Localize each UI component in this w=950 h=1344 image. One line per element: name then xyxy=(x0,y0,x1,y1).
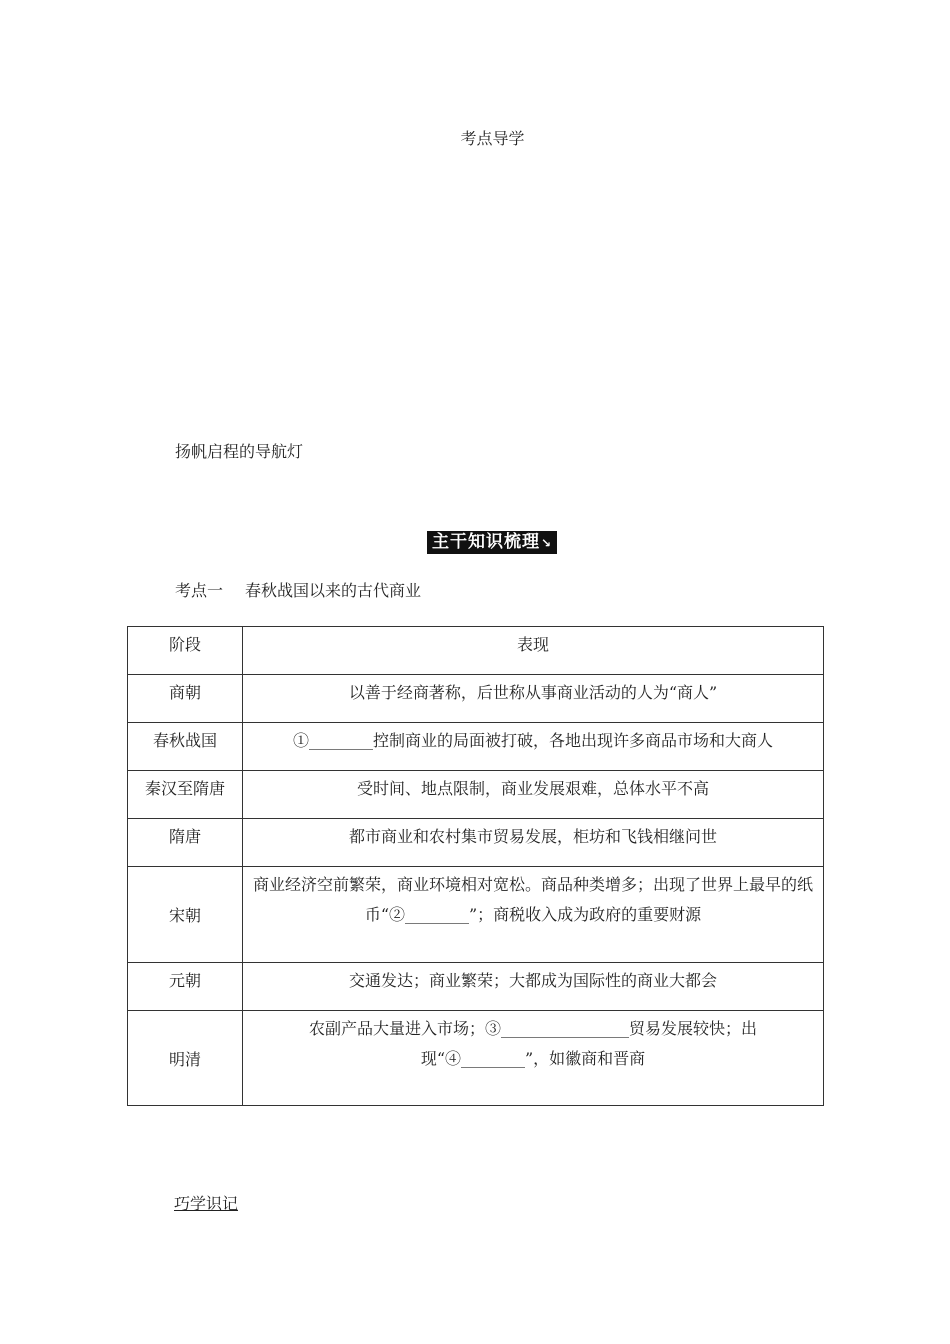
header-performance: 表现 xyxy=(243,627,824,675)
knowledge-table xyxy=(127,626,824,1106)
section-banner xyxy=(427,531,557,554)
row-stage: 宋朝 xyxy=(128,867,243,963)
row-stage: 元朝 xyxy=(128,963,243,1011)
table-row xyxy=(128,1011,824,1106)
row-text: 受时间、地点限制，商业发展艰难，总体水平不高 xyxy=(243,771,824,819)
banner-label: 主干知识梳理 xyxy=(432,532,540,552)
row-text: 交通发达；商业繁荣；大都成为国际性的商业大都会 xyxy=(243,963,824,1011)
row-stage: 商朝 xyxy=(128,675,243,723)
table-row xyxy=(128,867,824,963)
row-text: 农副产品大量进入市场；③________________贸易发展较快；出现“④________”，如徽商和晋商 xyxy=(243,1011,824,1106)
table-row xyxy=(128,675,824,723)
row-text: 以善于经商著称，后世称从事商业活动的人为“商人” xyxy=(243,675,824,723)
page-subtitle: 扬帆启程的导航灯 xyxy=(175,442,304,461)
row-stage: 隋唐 xyxy=(128,819,243,867)
table-row xyxy=(128,819,824,867)
row-text: 都市商业和农村集市贸易发展，柜坊和飞钱相继问世 xyxy=(243,819,824,867)
section-title: 春秋战国以来的古代商业 xyxy=(245,581,422,600)
row-text: 商业经济空前繁荣，商业环境相对宽松。商品种类增多；出现了世界上最早的纸币“②________”；商税收入成为政府的重要财源 xyxy=(243,867,824,963)
table-row xyxy=(128,723,824,771)
footer-link-mnemonic[interactable]: 巧学识记 xyxy=(174,1194,239,1213)
table-header-row xyxy=(128,627,824,675)
row-stage: 秦汉至隋唐 xyxy=(128,771,243,819)
section-label: 考点一 xyxy=(175,581,224,600)
row-stage: 春秋战国 xyxy=(128,723,243,771)
table-row xyxy=(128,963,824,1011)
page-title: 考点导学 xyxy=(460,129,525,148)
row-stage: 明清 xyxy=(128,1011,243,1106)
section-heading xyxy=(175,578,421,601)
arrow-down-right-icon: ↘ xyxy=(541,536,553,550)
table-row xyxy=(128,771,824,819)
row-text: ①________控制商业的局面被打破，各地出现许多商品市场和大商人 xyxy=(243,723,824,771)
header-stage: 阶段 xyxy=(128,627,243,675)
